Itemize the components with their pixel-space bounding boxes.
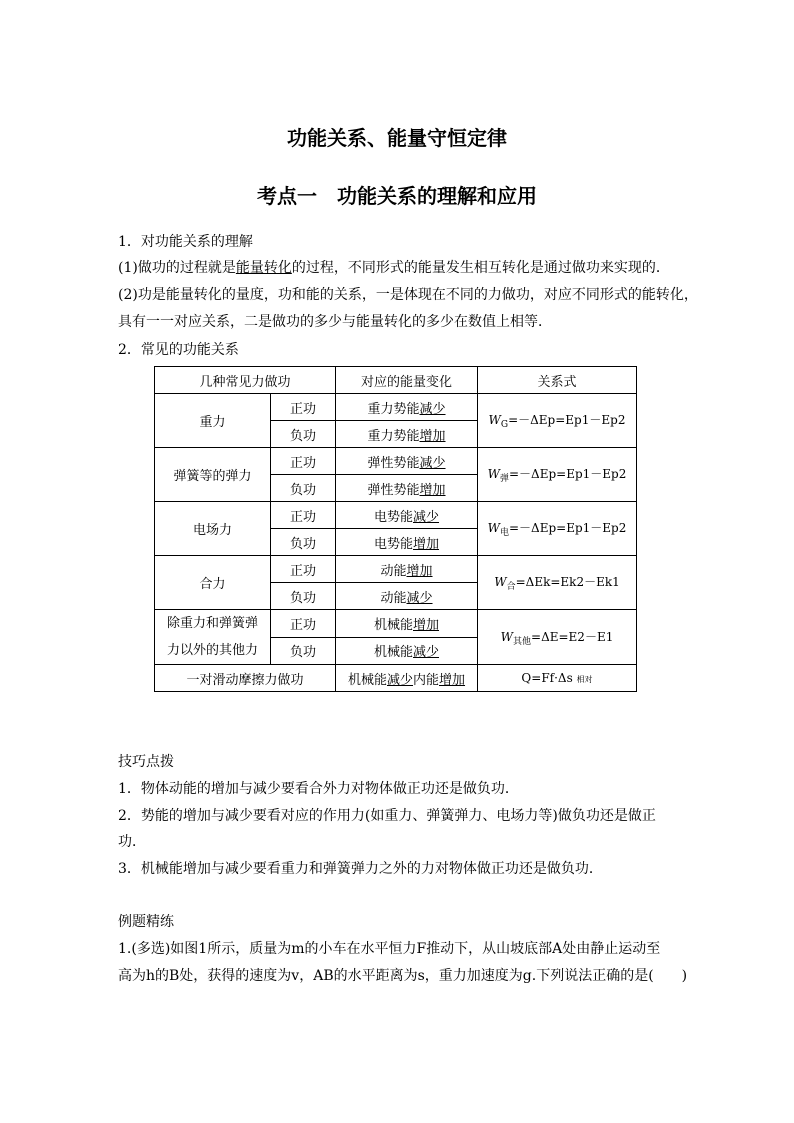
energy-relations-table — [154, 366, 637, 692]
tip-3: 3．机械能增加与减少要看重力和弹簧弹力之外的力对物体做正功还是做负功． — [118, 861, 603, 877]
s1-heading: 1．对功能关系的理解 — [118, 234, 253, 250]
table-row: 合力 正功 动能增加 $W_合=\Delta Ek=Ek2-Ek1$ — [155, 556, 637, 583]
header-force: 几种常见力做功 — [155, 367, 336, 394]
question-1-line1: 1.(多选)如图1所示，质量为m的小车在水平恒力F推动下，从山坡底部A处由静止运动至 — [118, 941, 661, 957]
table-header-row — [155, 367, 637, 394]
tip-2: 2．势能的增加与减少要看对应的作用力(如重力、弹簧弹力、电场力等)做负功还是做正 — [118, 808, 656, 824]
table-row: 一对滑动摩擦力做功 机械能减少内能增加 Q=Ff·Δs 相对 — [155, 665, 637, 692]
table-row: 负功 电势能增加 — [155, 529, 637, 556]
tips-heading: 技巧点拨 — [118, 754, 174, 770]
table-row: 电场力 正功 电势能减少 $W_电=-\Delta Ep=Ep1-Ep2$ — [155, 502, 637, 529]
s1-p2-line2: 具有一一对应关系，二是做功的多少与能量转化的多少在数值上相等． — [118, 314, 552, 330]
table-row: 重力 正功 重力势能减少 $W_G=-\Delta Ep=Ep1-Ep2$ — [155, 394, 637, 421]
header-change: 对应的能量变化 — [336, 367, 478, 394]
section-title: 考点一 功能关系的理解和应用 — [257, 184, 537, 208]
header-formula: 关系式 — [478, 367, 637, 394]
question-1-line2: 高为h的B处，获得的速度为v，AB的水平距离为s，重力加速度为g.下列说法正确的是( ) — [118, 968, 688, 984]
s1-p1: (1)做功的过程就是能量转化的过程，不同形式的能量发生相互转化是通过做功来实现的． — [118, 260, 670, 276]
table-row: 负功 动能减少 — [155, 583, 637, 610]
tip-2-cont: 功． — [118, 834, 146, 850]
example-heading: 例题精练 — [118, 914, 174, 930]
table-row: 除重力和弹簧弹 力以外的其他力 正功 机械能增加 $W_{其他}=\Delta E=E2-E1$ — [155, 610, 637, 638]
table-row: 负功 重力势能增加 — [155, 421, 637, 448]
table-row: 负功 机械能减少 — [155, 637, 637, 665]
table-row: 弹簧等的弹力 正功 弹性势能减少 $W_弹=-\Delta Ep=Ep1-Ep2$ — [155, 448, 637, 475]
s2-heading: 2．常见的功能关系 — [118, 342, 239, 358]
tip-1: 1．物体动能的增加与减少要看合外力对物体做正功还是做负功． — [118, 781, 519, 797]
s1-p2-line1: (2)功是能量转化的量度，功和能的关系，一是体现在不同的力做功，对应不同形式的能转化， — [118, 287, 698, 303]
table-row: 负功 弹性势能增加 — [155, 475, 637, 502]
page-title: 功能关系、能量守恒定律 — [287, 126, 507, 150]
